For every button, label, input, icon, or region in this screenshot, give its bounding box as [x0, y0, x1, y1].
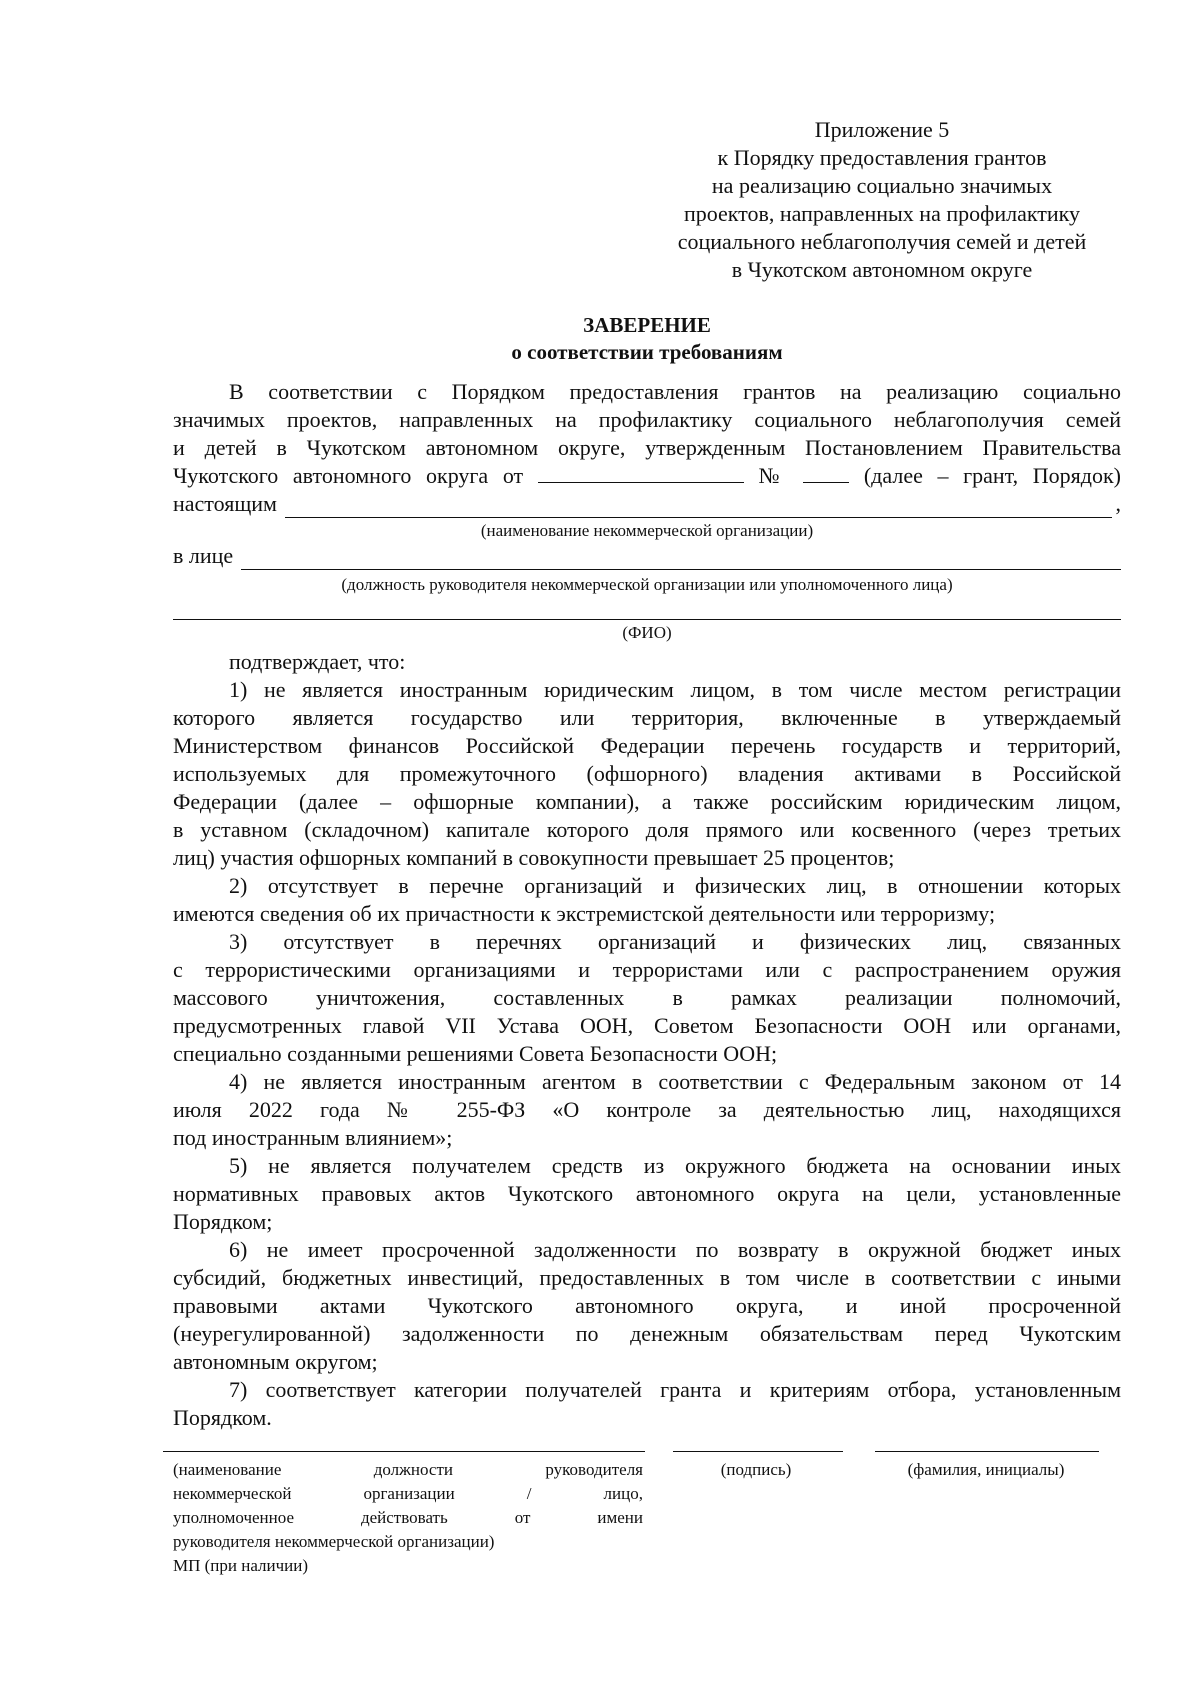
item-line: Порядком.: [173, 1405, 272, 1430]
title-sub: о соответствии требованиям: [511, 340, 783, 364]
organization-comma: ,: [1115, 491, 1121, 516]
item-line: предусмотренных главой VII Устава ООН, Советом Безопасности ООН или органами,: [173, 1013, 1121, 1038]
appendix-header: [643, 116, 1121, 284]
full-name-signature-line[interactable]: [875, 1451, 1099, 1452]
list-item: [173, 928, 1121, 1068]
list-item: [173, 1152, 1121, 1236]
confirms-text: подтверждает, что:: [229, 649, 406, 674]
appendix-line: Приложение 5: [814, 117, 950, 142]
item-line: автономным округом;: [173, 1349, 378, 1374]
position-caption: [173, 1458, 643, 1554]
signature-line[interactable]: [673, 1451, 843, 1452]
item-line: с террористическими организациями и террористами или с распространением оружия: [173, 957, 1121, 982]
item-line: под иностранным влиянием»;: [173, 1125, 453, 1150]
item-line: лиц) участия офшорных компаний в совокупности превышает 25 процентов;: [173, 845, 895, 870]
person-position-field[interactable]: [241, 549, 1121, 570]
intro-line-4a: Чукотского автономного округа от: [173, 463, 524, 488]
item-line: используемых для промежуточного (офшорного) владения активами в Российской: [173, 761, 1121, 786]
list-item: [173, 1376, 1121, 1432]
item-line: 4) не является иностранным агентом в соответствии с Федеральным законом от 14: [229, 1069, 1121, 1094]
item-line: 2) отсутствует в перечне организаций и физических лиц, в отношении которых: [229, 873, 1121, 898]
list-item: [173, 1068, 1121, 1152]
document-title: [173, 312, 1121, 366]
organization-row: [173, 490, 1121, 518]
item-line: специально созданными решениями Совета Безопасности ООН;: [173, 1041, 778, 1066]
item-line: 3) отсутствует в перечнях организаций и физических лиц, связанных: [229, 929, 1121, 954]
number-sign: №: [758, 463, 789, 488]
item-line: Федерации (далее – офшорные компании), а также российским юридическим лицом,: [173, 789, 1121, 814]
item-line: 6) не имеет просроченной задолженности по возврату в окружной бюджет иных: [229, 1237, 1121, 1262]
intro-line: В соответствии с Порядком предоставления грантов на реализацию социально: [229, 379, 1121, 404]
item-line: Порядком;: [173, 1209, 273, 1234]
document-page: [173, 0, 1121, 1698]
title-main: ЗАВЕРЕНИЕ: [583, 313, 711, 337]
full-name-caption: (фамилия, инициалы): [907, 1460, 1065, 1479]
position-caption-line: уполномоченное действовать от имени: [173, 1508, 643, 1527]
item-line: нормативных правовых актов Чукотского автономного округа на цели, установленные: [173, 1181, 1121, 1206]
person-row: [173, 542, 1121, 570]
intro-paragraph: [173, 378, 1121, 490]
appendix-line: проектов, направленных на профилактику: [683, 201, 1081, 226]
list-item: [173, 676, 1121, 872]
organization-caption: (наименование некоммерческой организации): [480, 521, 814, 540]
organization-name-field[interactable]: [285, 497, 1112, 518]
position-caption-line: руководителя некоммерческой организации): [173, 1532, 495, 1551]
position-caption-line: некоммерческой организации / лицо,: [173, 1484, 643, 1503]
resolution-date-field[interactable]: [538, 462, 744, 483]
fio-field[interactable]: [173, 619, 1121, 620]
organization-label: настоящим: [173, 491, 277, 516]
intro-line-4: [173, 462, 1121, 490]
signature-caption: (подпись): [720, 1460, 792, 1479]
item-line: которого является государство или территория, включенные в утверждаемый: [173, 705, 1121, 730]
item-line: массового уничтожения, составленных в рамках реализации полномочий,: [173, 985, 1121, 1010]
intro-line: значимых проектов, направленных на профилактику социального неблагополучия семей: [173, 407, 1121, 432]
item-line: Министерством финансов Российской Федерации перечень государств и территорий,: [173, 733, 1121, 758]
appendix-line: социального неблагополучия семей и детей: [677, 229, 1087, 254]
person-label: в лице: [173, 543, 234, 568]
fio-caption: (ФИО): [622, 623, 672, 642]
item-line: в уставном (складочном) капитале которого доля прямого или косвенного (через третьих: [173, 817, 1121, 842]
stamp-note: МП (при наличии): [173, 1556, 309, 1575]
intro-line-4b: (далее – грант, Порядок): [863, 463, 1121, 488]
conditions-list: [173, 676, 1121, 1432]
item-line: 7) соответствует категории получателей гранта и критериям отбора, установленным: [229, 1377, 1121, 1402]
item-line: имеются сведения об их причастности к экстремистской деятельности или терроризму;: [173, 901, 996, 926]
person-caption: (должность руководителя некоммерческой организации или уполномоченного лица): [341, 575, 953, 594]
item-line: субсидий, бюджетных инвестиций, предоставленных в том числе в соответствии с иными: [173, 1265, 1121, 1290]
list-item: [173, 872, 1121, 928]
position-signature-line[interactable]: [163, 1451, 645, 1452]
list-item: [173, 1236, 1121, 1376]
item-line: 5) не является получателем средств из окружного бюджета на основании иных: [229, 1153, 1121, 1178]
item-line: 1) не является иностранным юридическим лицом, в том числе местом регистрации: [229, 677, 1121, 702]
appendix-line: на реализацию социально значимых: [711, 173, 1053, 198]
intro-line: и детей в Чукотском автономном округе, утвержденным Постановлением Правительства: [173, 435, 1121, 460]
position-caption-line: (наименование должности руководителя: [173, 1460, 643, 1479]
item-line: (неурегулированной) задолженности по денежным обязательствам перед Чукотским: [173, 1321, 1121, 1346]
appendix-line: к Порядку предоставления грантов: [717, 145, 1047, 170]
appendix-line: в Чукотском автономном округе: [731, 257, 1033, 282]
item-line: июля 2022 года № 255-ФЗ «О контроле за деятельностью лиц, находящихся: [173, 1097, 1121, 1122]
resolution-number-field[interactable]: [803, 462, 849, 483]
item-line: правовыми актами Чукотского автономного округа, и иной просроченной: [173, 1293, 1121, 1318]
